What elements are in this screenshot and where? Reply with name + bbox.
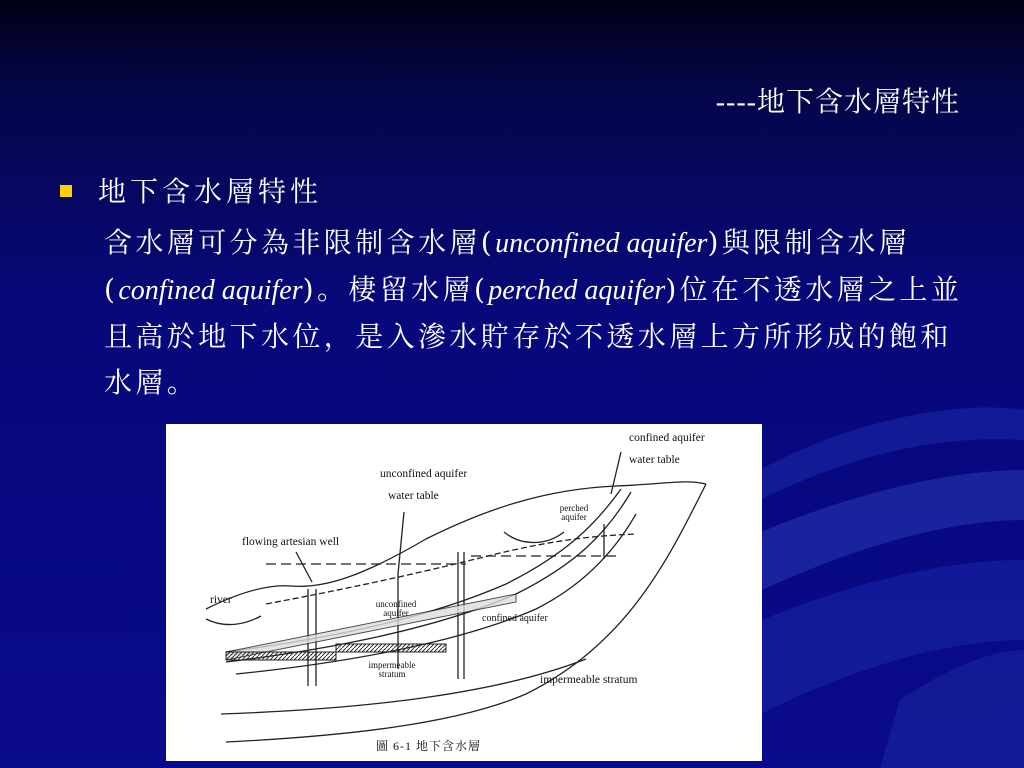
label-flowing-artesian-well: flowing artesian well — [242, 536, 340, 548]
label-confined-aquifer: confined aquifer — [482, 613, 548, 624]
label-impermeable-stratum-left: impermeable stratum — [368, 660, 416, 679]
para-text-1: 含水層可分為非限制含水層( — [104, 226, 496, 259]
label-water-table-right: water table — [629, 454, 680, 466]
term-perched-aquifer: perched aquifer — [488, 275, 666, 306]
label-water-table-left: water table — [388, 490, 439, 502]
figure-caption: 圖 6-1 地下含水層 — [376, 739, 481, 753]
term-confined-aquifer: confined aquifer — [118, 275, 303, 306]
term-unconfined-aquifer: unconfined aquifer — [495, 228, 708, 259]
label-perched-aquifer: perched aquifer — [559, 503, 589, 522]
para-text-2: )與限制含水層( — [104, 226, 911, 306]
label-confined-aquifer-water-table: confined aquifer — [629, 432, 705, 444]
body-paragraph — [104, 220, 974, 406]
aquifer-diagram-figure — [166, 424, 762, 761]
bullet-item — [60, 170, 322, 210]
bullet-title: 地下含水層特性 — [98, 175, 323, 208]
para-text-4: )位在不透水層之上並且高於地下水位，是入滲水貯存於不透水層上方所形成的飽和水層。 — [104, 273, 963, 399]
label-river: river — [210, 594, 232, 606]
para-text-3: )。棲留水層( — [302, 273, 489, 306]
label-impermeable-stratum-right: impermeable stratum — [540, 674, 638, 686]
square-bullet-icon — [60, 185, 72, 197]
label-unconfined-aquifer-top: unconfined aquifer — [380, 468, 468, 480]
label-unconfined-aquifer-inner: unconfined aquifer — [375, 599, 417, 618]
slide-header-title: ----地下含水層特性 — [715, 87, 960, 118]
